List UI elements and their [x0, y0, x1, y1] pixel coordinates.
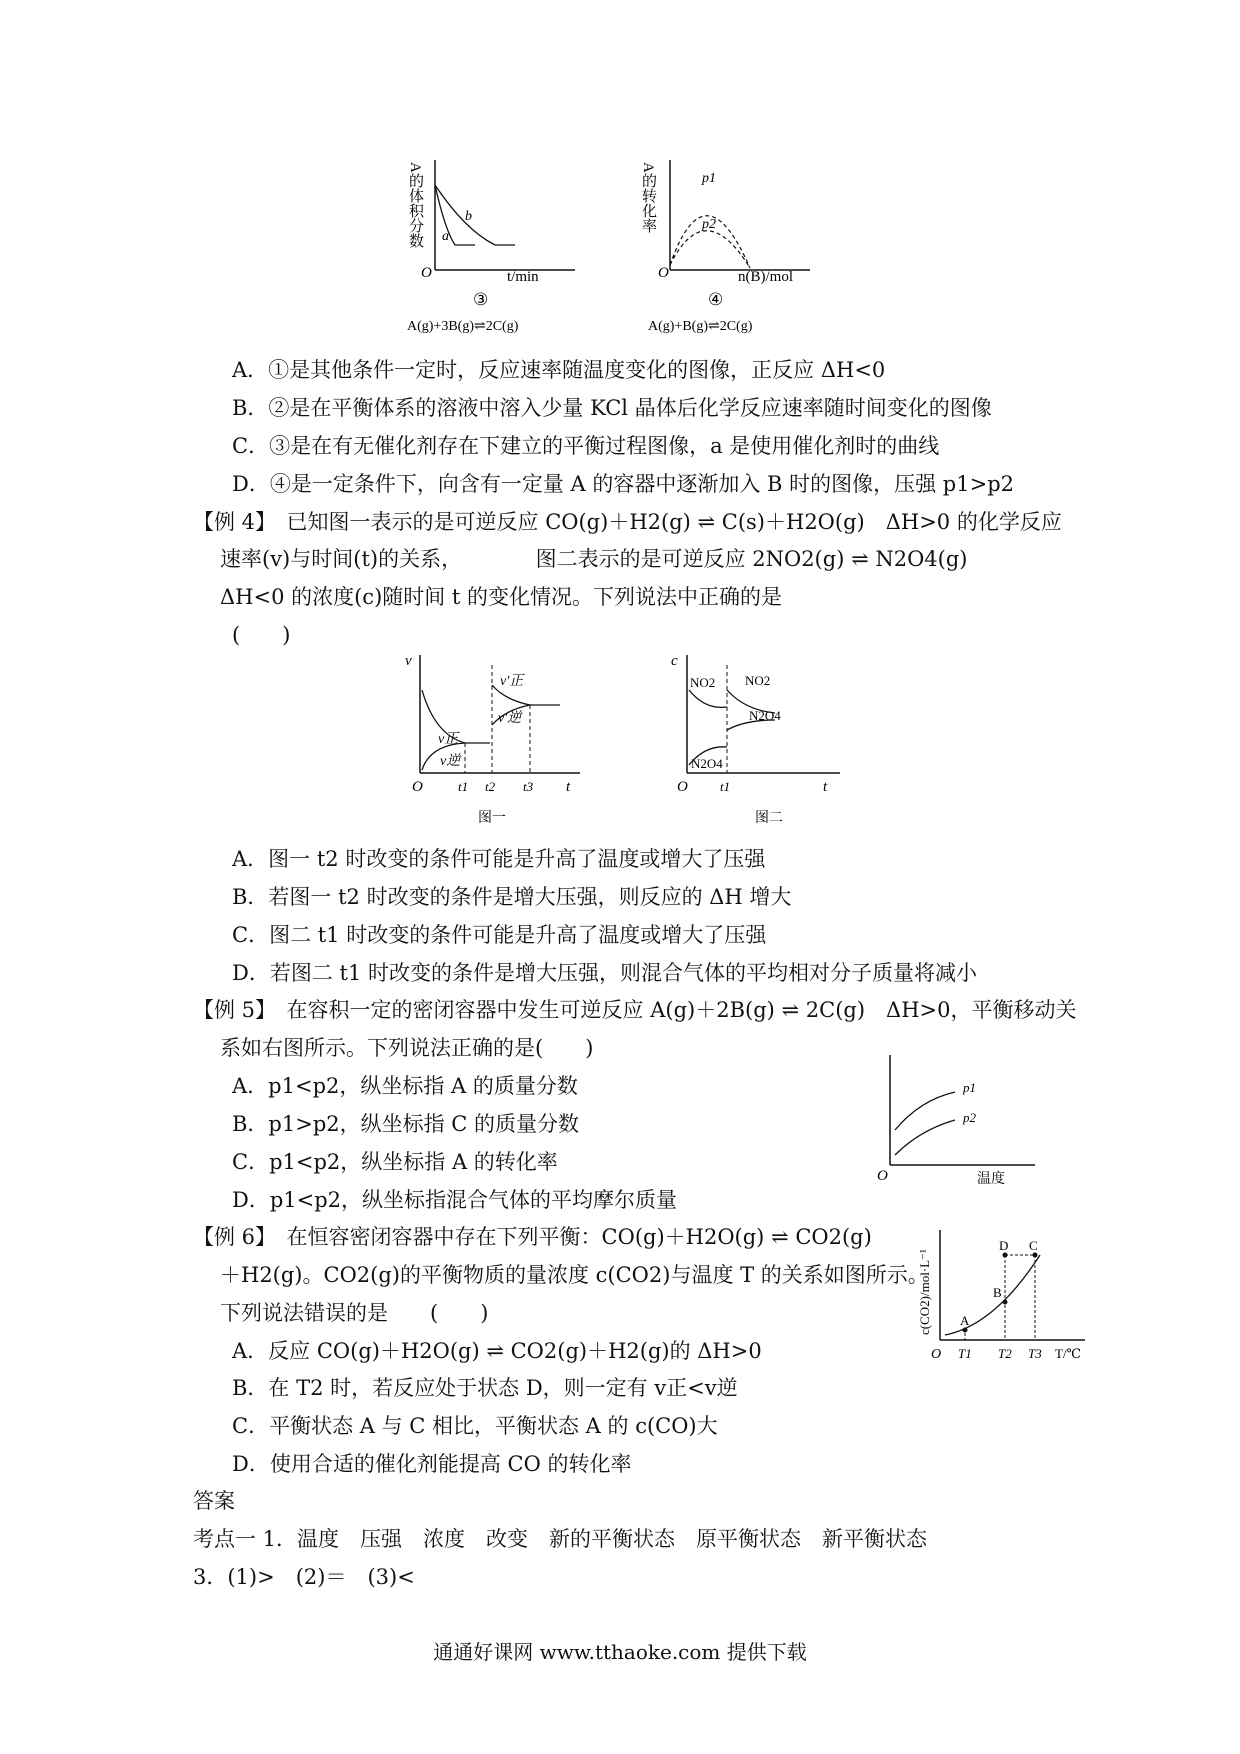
fig2-n2o4-right: N2O4 — [749, 708, 781, 723]
ex5-fig-origin: O — [877, 1168, 888, 1184]
fig1-t2: t2 — [485, 779, 496, 794]
fig2-y-label: c — [671, 653, 678, 669]
fig3-y-label: A的体积分数 — [407, 162, 423, 248]
figure-one — [400, 645, 600, 825]
answers-line2: 3．(1)> (2)＝ (3)< — [193, 1565, 415, 1589]
figure-3 — [395, 150, 585, 335]
fig2-x-label: t — [823, 779, 828, 795]
ex6-fig-T2: T2 — [998, 1346, 1012, 1361]
ex6-option-b: B．在 T2 时，若反应处于状态 D，则一定有 v正<v逆 — [232, 1376, 738, 1400]
fig4-x-label: n(B)/mol — [738, 269, 793, 285]
fig1-t3: t3 — [523, 779, 534, 794]
fig1-v-reverse: v逆 — [440, 754, 461, 769]
fig4-origin: O — [658, 265, 669, 281]
ex6-fig-B: B — [993, 1285, 1002, 1300]
fig3-number: ③ — [473, 290, 489, 309]
answers-line1: 考点一 1．温度 压强 浓度 改变 新的平衡状态 原平衡状态 新平衡状态 — [193, 1527, 928, 1551]
ex4-option-c: C．图二 t1 时改变的条件可能是升高了温度或增大了压强 — [232, 923, 767, 947]
fig3-curve-a-label: a — [442, 229, 449, 244]
ex6-option-d: D．使用合适的催化剂能提高 CO 的转化率 — [232, 1452, 632, 1476]
ex6-fig-D: D — [999, 1238, 1009, 1253]
fig1-caption: 图一 — [478, 811, 506, 825]
ex4-line4: ( ) — [232, 623, 291, 647]
ex3-option-a: A．①是其他条件一定时，反应速率随温度变化的图像，正反应 ΔH<0 — [232, 358, 886, 382]
fig2-caption: 图二 — [755, 811, 783, 825]
page-footer: 通通好课网 www.tthaoke.com 提供下载 — [433, 1640, 807, 1664]
fig2-no2-right: NO2 — [745, 673, 771, 688]
ex6-line2: ＋H2(g)。CO2(g)的平衡物质的量浓度 c(CO2)与温度 T 的关系如图所示。 — [220, 1263, 929, 1287]
ex6-fig-T3: T3 — [1028, 1346, 1042, 1361]
ex5-option-d: D．p1<p2，纵坐标指混合气体的平均摩尔质量 — [232, 1188, 678, 1212]
figure-ex6 — [905, 1225, 1095, 1375]
ex4-line3: ΔH<0 的浓度(c)随时间 t 的变化情况。下列说法中正确的是 — [220, 585, 783, 609]
ex3-option-c: C．③是在有无催化剂存在下建立的平衡过程图像，a 是使用催化剂时的曲线 — [232, 434, 940, 458]
ex5-option-c: C．p1<p2，纵坐标指 A 的转化率 — [232, 1150, 558, 1174]
fig2-t1: t1 — [720, 779, 731, 794]
figure-4 — [640, 150, 830, 335]
ex4-option-d: D．若图二 t1 时改变的条件是增大压强，则混合气体的平均相对分子质量将减小 — [232, 961, 977, 985]
ex6-option-c: C．平衡状态 A 与 C 相比，平衡状态 A 的 c(CO)大 — [232, 1414, 718, 1438]
fig4-y-label: A的转化率 — [640, 162, 656, 233]
answers-title: 答案 — [193, 1489, 235, 1513]
ex5-fig-x-label: 温度 — [977, 1172, 1005, 1187]
ex4-line2: 速率(v)与时间(t)的关系， 图二表示的是可逆反应 2NO2(g) ⇌ N2O4(g) — [220, 547, 968, 571]
ex6-line3: 下列说法错误的是 ( ) — [220, 1301, 489, 1325]
fig4-p2-label: p2 — [702, 217, 716, 232]
ex3-option-b: B．②是在平衡体系的溶液中溶入少量 KCl 晶体后化学反应速率随时间变化的图像 — [232, 396, 992, 420]
ex6-line1: 【例 6】 在恒容密闭容器中存在下列平衡：CO(g)＋H2O(g) ⇌ CO2(g) — [193, 1225, 872, 1249]
ex6-option-a: A．反应 CO(g)＋H2O(g) ⇌ CO2(g)＋H2(g)的 ΔH>0 — [232, 1339, 762, 1363]
fig4-equation: A(g)+B(g)⇌2C(g) — [648, 319, 753, 334]
fig1-y-label: v — [405, 653, 412, 669]
fig3-curve-b-label: b — [465, 209, 472, 224]
fig2-origin: O — [677, 779, 688, 795]
fig4-p1-label: p1 — [702, 171, 716, 186]
ex4-option-b: B．若图一 t2 时改变的条件是增大压强，则反应的 ΔH 增大 — [232, 885, 792, 909]
fig4-number: ④ — [708, 290, 724, 309]
ex6-fig-T1: T1 — [958, 1346, 972, 1361]
fig1-v-forward: v正 — [438, 732, 459, 747]
figure-two — [665, 645, 855, 825]
ex3-option-d: D．④是一定条件下，向含有一定量 A 的容器中逐渐加入 B 时的图像，压强 p1>p2 — [232, 472, 1015, 496]
fig1-origin: O — [412, 779, 423, 795]
fig2-n2o4-left: N2O4 — [691, 756, 723, 771]
ex4-option-a: A．图一 t2 时改变的条件可能是升高了温度或增大了压强 — [232, 847, 766, 871]
fig1-t1: t1 — [458, 779, 469, 794]
fig1-x-label: t — [566, 779, 571, 795]
fig1-v-forward-prime: v′正 — [500, 674, 524, 689]
ex5-option-b: B．p1>p2，纵坐标指 C 的质量分数 — [232, 1112, 580, 1136]
ex6-fig-C: C — [1029, 1238, 1038, 1253]
fig3-x-label: t/min — [507, 269, 539, 285]
ex4-line1: 【例 4】 已知图一表示的是可逆反应 CO(g)＋H2(g) ⇌ C(s)＋H2O(g) ΔH>0 的化学反应 — [193, 510, 1062, 534]
fig3-equation: A(g)+3B(g)⇌2C(g) — [407, 319, 519, 334]
ex6-fig-A: A — [960, 1313, 970, 1328]
fig2-no2-left: NO2 — [690, 675, 716, 690]
fig3-origin: O — [421, 265, 432, 281]
figure-ex5 — [875, 1050, 1045, 1190]
ex6-fig-origin: O — [931, 1347, 942, 1362]
ex5-fig-p2: p2 — [963, 1110, 976, 1125]
fig1-v-reverse-prime: v′逆 — [498, 711, 522, 726]
ex5-line2: 系如右图所示。下列说法正确的是( ) — [220, 1036, 594, 1060]
ex5-fig-p1: p1 — [963, 1080, 976, 1095]
ex6-fig-y-label: c(CO2)/mol·L⁻¹ — [917, 1249, 932, 1335]
ex6-fig-x-label: T/℃ — [1055, 1346, 1082, 1361]
ex5-option-a: A．p1<p2，纵坐标指 A 的质量分数 — [232, 1074, 578, 1098]
ex5-line1: 【例 5】 在容积一定的密闭容器中发生可逆反应 A(g)＋2B(g) ⇌ 2C(g) ΔH>0，平衡移动关 — [193, 998, 1077, 1022]
